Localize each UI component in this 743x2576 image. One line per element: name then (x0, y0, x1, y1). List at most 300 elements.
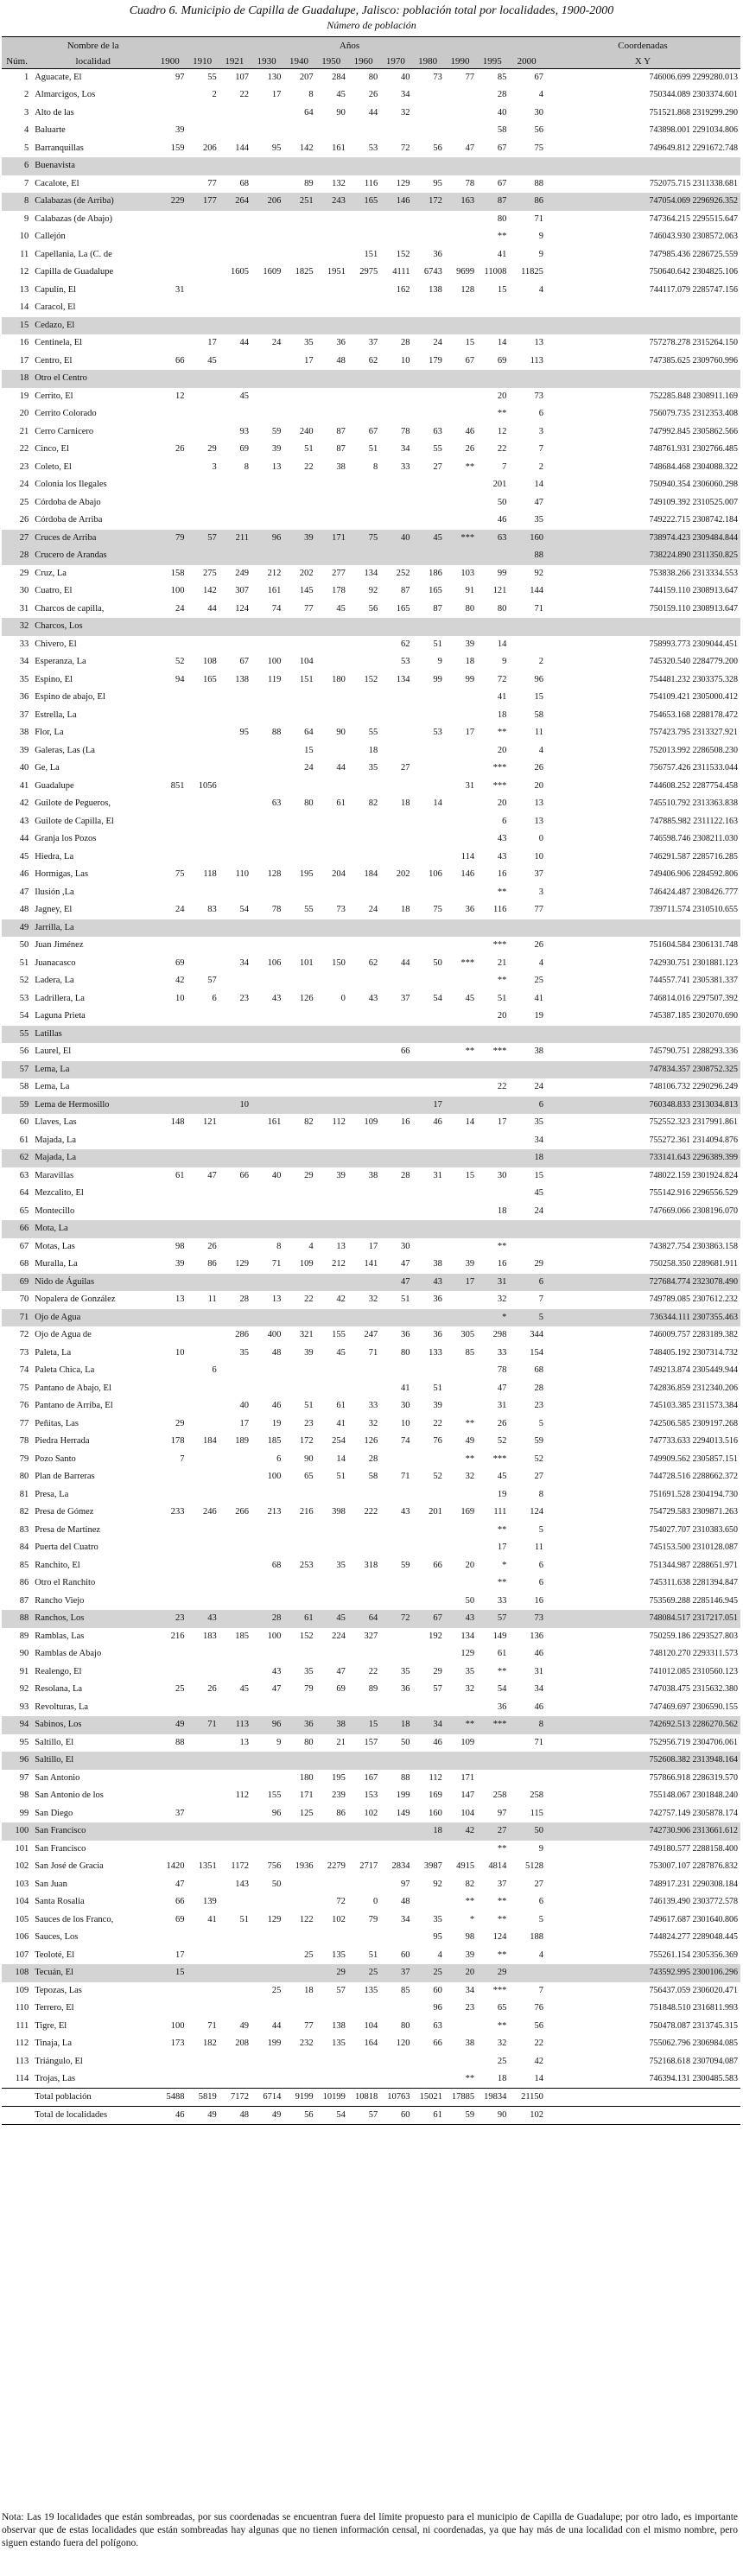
population-value (251, 1574, 283, 1593)
population-value: 54 (497, 1684, 507, 1695)
locality-name: Tigre, El (35, 2020, 67, 2031)
population-value (412, 1752, 444, 1770)
population-value (251, 1203, 283, 1221)
table-row (2, 1645, 740, 1663)
locality-name: Jagney, El (35, 905, 73, 915)
population-value: 83 (207, 905, 217, 915)
population-value (379, 937, 411, 955)
population-value (154, 1557, 186, 1575)
population-value (186, 1309, 218, 1327)
population-value: 130 (267, 73, 282, 82)
locality-name: Laurel, El (35, 1046, 72, 1057)
population-value (444, 405, 476, 423)
locality-name: Maravillas (35, 1170, 74, 1180)
coordinates-xy: 742930.751 2301881.123 (649, 957, 738, 968)
population-value: 80 (497, 603, 507, 614)
row-number: 111 (16, 2020, 29, 2031)
population-value (444, 547, 476, 565)
population-value (315, 547, 347, 565)
population-value (154, 1645, 186, 1663)
population-value: 188 (530, 1932, 543, 1943)
population-value (315, 742, 347, 760)
population-value (347, 1309, 379, 1327)
population-value: 68 (534, 1365, 543, 1376)
population-value (412, 778, 444, 796)
population-value: 400 (267, 1330, 282, 1340)
population-value (186, 1947, 218, 1965)
population-value (444, 1539, 476, 1557)
population-value: 13 (534, 338, 543, 348)
row-number: 12 (19, 267, 29, 277)
population-value (412, 388, 444, 406)
population-value: 85 (401, 1985, 410, 1995)
population-value: 38 (336, 1720, 346, 1730)
locality-name: Capulín, El (35, 284, 77, 295)
coordinates-xy (545, 618, 740, 636)
population-value (412, 1574, 444, 1593)
population-value: 110 (235, 869, 250, 880)
population-value (219, 1008, 251, 1026)
population-value: 4814 (488, 1861, 507, 1872)
population-value (444, 1574, 476, 1593)
population-value (154, 849, 186, 867)
coordinates-xy: 747038.475 2315632.380 (649, 1684, 738, 1695)
population-value (444, 2018, 476, 2036)
population-value (154, 1326, 186, 1345)
locality-name: Motas, Las (35, 1241, 75, 1251)
locality-name: Guilote de Pegueros, (35, 798, 111, 809)
table-row (2, 512, 740, 530)
locality-name: Ojo de Agua de (35, 1330, 92, 1340)
coordinates-xy: 749213.874 2305449.944 (649, 1365, 738, 1376)
coordinates-xy: 747385.625 2309760.996 (649, 355, 738, 366)
population-value (154, 211, 186, 229)
population-value (283, 1522, 314, 1540)
population-value (476, 157, 508, 175)
locality-name: Presa de Gómez (35, 1507, 94, 1517)
population-value: 64 (304, 107, 314, 118)
population-value: 51 (433, 639, 442, 649)
population-value (186, 1752, 218, 1770)
population-value: 213 (267, 1507, 282, 1517)
header-year: 1960 (347, 55, 379, 69)
coordinates-xy: 742757.149 2305878.174 (649, 1808, 738, 1818)
population-value (412, 1043, 444, 1061)
population-value (315, 937, 347, 955)
population-value (379, 1362, 411, 1380)
population-value (347, 1132, 379, 1150)
population-value (219, 1947, 251, 1965)
population-value (186, 1805, 218, 1823)
population-value (219, 1238, 251, 1256)
population-value: 40 (271, 1170, 282, 1180)
population-value: 206 (267, 196, 282, 207)
population-value: 160 (429, 1808, 442, 1818)
population-value (251, 636, 283, 654)
population-value: 34 (433, 1720, 442, 1730)
row-number: 29 (19, 568, 29, 578)
population-value: 125 (299, 1808, 314, 1818)
table-row (2, 1238, 740, 1256)
population-value: 14 (336, 1453, 346, 1464)
row-number: 47 (19, 887, 29, 897)
locality-name: Lema, La (35, 1064, 70, 1074)
population-value: 22 (497, 1082, 507, 1092)
population-value: 35 (304, 338, 314, 348)
coordinates-xy (545, 157, 740, 175)
population-value: 80 (465, 603, 475, 614)
population-value: 112 (235, 1790, 250, 1801)
population-value: 36 (336, 338, 346, 348)
population-value: 112 (332, 1117, 346, 1128)
population-value: 21 (336, 1737, 346, 1747)
population-value: 92 (433, 1879, 442, 1889)
row-number: 81 (19, 1489, 29, 1499)
table-row (2, 1893, 740, 1911)
row-number: 34 (19, 657, 29, 667)
population-value: 45 (239, 1684, 250, 1695)
population-value: 40 (497, 107, 507, 118)
total-value: 49 (251, 2107, 283, 2125)
population-value: 327 (364, 1631, 378, 1641)
coordinates-xy: 752285.848 2308911.169 (649, 391, 738, 401)
population-value (219, 157, 251, 175)
table-row (2, 317, 740, 335)
locality-name: San José de Gracia (35, 1861, 104, 1872)
population-value: 71 (207, 1720, 217, 1730)
population-value: 26 (207, 1684, 217, 1695)
population-value: 264 (235, 196, 250, 207)
locality-name: Juanacasco (35, 957, 76, 968)
population-value: 8 (276, 1241, 282, 1251)
locality-name: Majada, La (35, 1135, 77, 1145)
population-value (412, 919, 444, 938)
population-value (186, 707, 218, 725)
row-number: 43 (19, 816, 29, 826)
locality-name: Saltillo, El (35, 1755, 74, 1765)
population-value: 114 (460, 851, 475, 862)
locality-name: Cerrito Colorado (35, 409, 97, 419)
population-value (444, 86, 476, 105)
row-number: 48 (19, 905, 29, 915)
row-number: 8 (23, 196, 29, 207)
population-value: 50 (401, 1737, 410, 1747)
population-value: 55 (368, 728, 378, 738)
population-value: 63 (433, 2020, 442, 2031)
coordinates-xy: 756437.059 2306020.471 (649, 1985, 738, 1995)
population-value: 36 (497, 1701, 507, 1712)
population-value (379, 228, 411, 246)
population-value (379, 1486, 411, 1504)
total-label: Total de localidades (32, 2107, 154, 2125)
population-value (315, 919, 347, 938)
population-value (412, 1132, 444, 1150)
row-number: 5 (23, 143, 29, 153)
population-value (251, 370, 283, 388)
population-value (412, 1645, 444, 1663)
population-value (315, 370, 347, 388)
population-value (186, 618, 218, 636)
table-row (2, 1716, 740, 1734)
row-number: 64 (19, 1188, 29, 1199)
population-value (315, 972, 347, 990)
population-value (412, 512, 444, 530)
row-number: 107 (15, 1949, 29, 1960)
table-row (2, 1433, 740, 1451)
header-year: 1970 (379, 55, 411, 69)
population-value: 28 (401, 338, 410, 348)
table-row (2, 1681, 740, 1699)
population-value (283, 282, 314, 300)
coordinates-xy: 746291.587 2285716.285 (649, 851, 738, 862)
population-value (315, 388, 347, 406)
population-value (186, 246, 218, 264)
locality-name: Colonia los Ilegales (35, 480, 107, 490)
population-value: 116 (364, 178, 378, 188)
population-value (186, 1043, 218, 1061)
population-value: 35 (239, 1347, 250, 1358)
population-value (476, 1185, 508, 1203)
population-value: 0 (538, 834, 543, 844)
population-value: 1605 (231, 267, 250, 277)
population-value (283, 228, 314, 246)
table-row (2, 830, 740, 849)
row-number: 84 (19, 1542, 29, 1553)
locality-name: San Antonio (35, 1772, 80, 1783)
population-value: 49 (239, 2020, 250, 2031)
population-value: 152 (364, 674, 378, 684)
locality-name: Sauces de los Franco, (35, 1914, 114, 1924)
population-value (251, 1947, 283, 1965)
population-value: 31 (433, 1170, 442, 1180)
population-value: 7 (180, 1453, 185, 1464)
population-value: 58 (534, 709, 543, 720)
population-value: 51 (368, 444, 378, 455)
population-value (476, 1149, 508, 1167)
population-value: 75 (175, 869, 185, 880)
population-value: 53 (433, 728, 442, 738)
total-value: 102 (508, 2107, 545, 2125)
population-value: 142 (202, 586, 217, 596)
population-value: 206 (202, 143, 217, 153)
population-value (347, 2000, 379, 2018)
population-value (315, 830, 347, 849)
population-value: 27 (534, 1472, 543, 1482)
table-row (2, 778, 740, 796)
coordinates-xy: 751521.868 2319299.290 (649, 107, 738, 118)
population-value: 46 (433, 1737, 442, 1747)
locality-name: Rancho Viejo (35, 1595, 85, 1606)
population-value (347, 813, 379, 831)
population-value (186, 884, 218, 902)
population-value: 9 (538, 232, 543, 242)
population-value: 150 (332, 957, 346, 968)
population-value: 142 (299, 143, 314, 153)
population-value: 126 (364, 1436, 378, 1447)
population-value: 43 (497, 834, 507, 844)
coordinates-xy: 744117.079 2285747.156 (649, 284, 738, 295)
locality-name: Santa Rosalia (35, 1897, 85, 1907)
population-value: 1172 (231, 1861, 250, 1872)
population-value: 102 (332, 1914, 346, 1924)
population-value (251, 937, 283, 955)
population-value (219, 636, 251, 654)
population-value: 135 (332, 1949, 346, 1960)
row-number: 3 (23, 107, 29, 118)
population-value: 178 (332, 586, 346, 596)
coordinates-xy: 745103.385 2311573.384 (649, 1401, 738, 1411)
population-value (315, 405, 347, 423)
population-value (379, 724, 411, 742)
population-value: 12 (175, 391, 185, 401)
population-value: 100 (170, 2020, 185, 2031)
population-value (476, 919, 508, 938)
population-value: 77 (304, 603, 314, 614)
row-number: 1 (23, 73, 29, 82)
population-value (186, 1061, 218, 1079)
locality-name: Paleta, La (35, 1347, 72, 1358)
population-value: 249 (235, 568, 250, 578)
population-value: 111 (493, 1507, 507, 1517)
population-value (219, 1061, 251, 1079)
population-value: 24 (433, 338, 442, 348)
population-value: 27 (534, 1879, 543, 1889)
population-value: 44 (239, 338, 250, 348)
locality-name: Almarcigos, Los (35, 90, 96, 100)
coordinates-xy: 742692.513 2286270.562 (649, 1720, 738, 1730)
population-value (347, 707, 379, 725)
population-value: 35 (534, 1117, 543, 1128)
total-value: 21150 (508, 2089, 545, 2107)
population-value: 151 (299, 674, 314, 684)
locality-name: Calabazas (de Arriba) (35, 196, 114, 207)
total-value: 57 (347, 2107, 379, 2125)
population-value (219, 1380, 251, 1398)
population-value (347, 282, 379, 300)
population-value (186, 1645, 218, 1663)
population-value (379, 547, 411, 565)
table-row (2, 547, 740, 565)
total-value: 10763 (379, 2089, 411, 2107)
population-value: 56 (368, 603, 378, 614)
table-row (2, 299, 740, 317)
table-row (2, 671, 740, 690)
population-value (186, 122, 218, 140)
table-row (2, 1947, 740, 1965)
population-value: 9 (502, 657, 507, 667)
table-row (2, 334, 740, 353)
coordinates-xy: 755261.154 2305356.369 (649, 1949, 738, 1960)
total-row (2, 2089, 740, 2107)
table-row (2, 1345, 740, 1363)
population-value: 8 (372, 461, 378, 472)
population-value (412, 689, 444, 707)
population-value: 95 (433, 1932, 442, 1943)
coordinates-xy: 747733.633 2294013.516 (649, 1436, 738, 1447)
row-number: 40 (19, 763, 29, 773)
population-value (412, 1220, 444, 1238)
table-row (2, 1628, 740, 1646)
population-value (347, 494, 379, 512)
population-value (412, 299, 444, 317)
header-year: 1900 (154, 55, 186, 69)
population-value (219, 1663, 251, 1682)
population-value: 59 (401, 1560, 410, 1570)
population-value: 38 (465, 2039, 475, 2049)
population-value (508, 1770, 545, 1788)
coordinates-xy: 747364.215 2295515.647 (649, 213, 738, 224)
population-value: 126 (299, 993, 314, 1003)
population-value (186, 1203, 218, 1221)
population-value: 67 (433, 1613, 442, 1624)
population-value (476, 1026, 508, 1044)
locality-name: Presa de Martínez (35, 1524, 101, 1535)
population-value (412, 1238, 444, 1256)
population-value: 50 (534, 1826, 543, 1836)
coordinates-xy: 757866.918 2286319.570 (649, 1772, 738, 1783)
table-row (2, 1574, 740, 1593)
table-row (2, 742, 740, 760)
population-value: 202 (396, 869, 410, 880)
population-value: 85 (465, 1347, 475, 1358)
population-value (379, 1574, 411, 1593)
population-value: 92 (534, 568, 543, 578)
row-number: 76 (19, 1401, 29, 1411)
population-value: 247 (364, 1330, 378, 1340)
locality-name: Córdoba de Arriba (35, 515, 103, 525)
population-value: 36 (401, 1684, 410, 1695)
population-value: 20 (497, 798, 507, 809)
population-value (186, 1097, 218, 1115)
table-row (2, 1610, 740, 1628)
population-value (251, 1841, 283, 1859)
population-value: 2717 (359, 1861, 378, 1872)
row-number: 91 (19, 1666, 29, 1676)
population-value (154, 299, 186, 317)
population-value (379, 512, 411, 530)
coordinates-xy (545, 317, 740, 335)
population-value (251, 830, 283, 849)
table-row (2, 636, 740, 654)
population-value (347, 1026, 379, 1044)
population-value (186, 1486, 218, 1504)
locality-name: Sauces, Los (35, 1932, 79, 1943)
population-value: 163 (460, 196, 475, 207)
population-value: 146 (460, 869, 475, 880)
population-value (412, 370, 444, 388)
table-row (2, 1699, 740, 1717)
population-value: 152 (396, 249, 410, 259)
header-year: 1990 (444, 55, 476, 69)
row-number: 75 (19, 1383, 29, 1393)
population-value (251, 1486, 283, 1504)
population-value (444, 972, 476, 990)
population-value (283, 512, 314, 530)
population-value: 24 (368, 905, 378, 915)
population-value: 89 (368, 1684, 378, 1695)
population-value (315, 1149, 347, 1167)
locality-name: Triángulo, El (35, 2056, 83, 2066)
coordinates-xy: 749909.562 2305857.151 (649, 1453, 738, 1464)
population-value: ** (497, 1914, 507, 1924)
population-value (251, 105, 283, 123)
population-value (379, 742, 411, 760)
population-value: 20 (497, 745, 507, 755)
coordinates-xy: 748761.931 2302766.485 (649, 444, 738, 455)
population-value (219, 1486, 251, 1504)
population-value: 51 (401, 1294, 410, 1305)
population-value: 31 (497, 1401, 507, 1411)
